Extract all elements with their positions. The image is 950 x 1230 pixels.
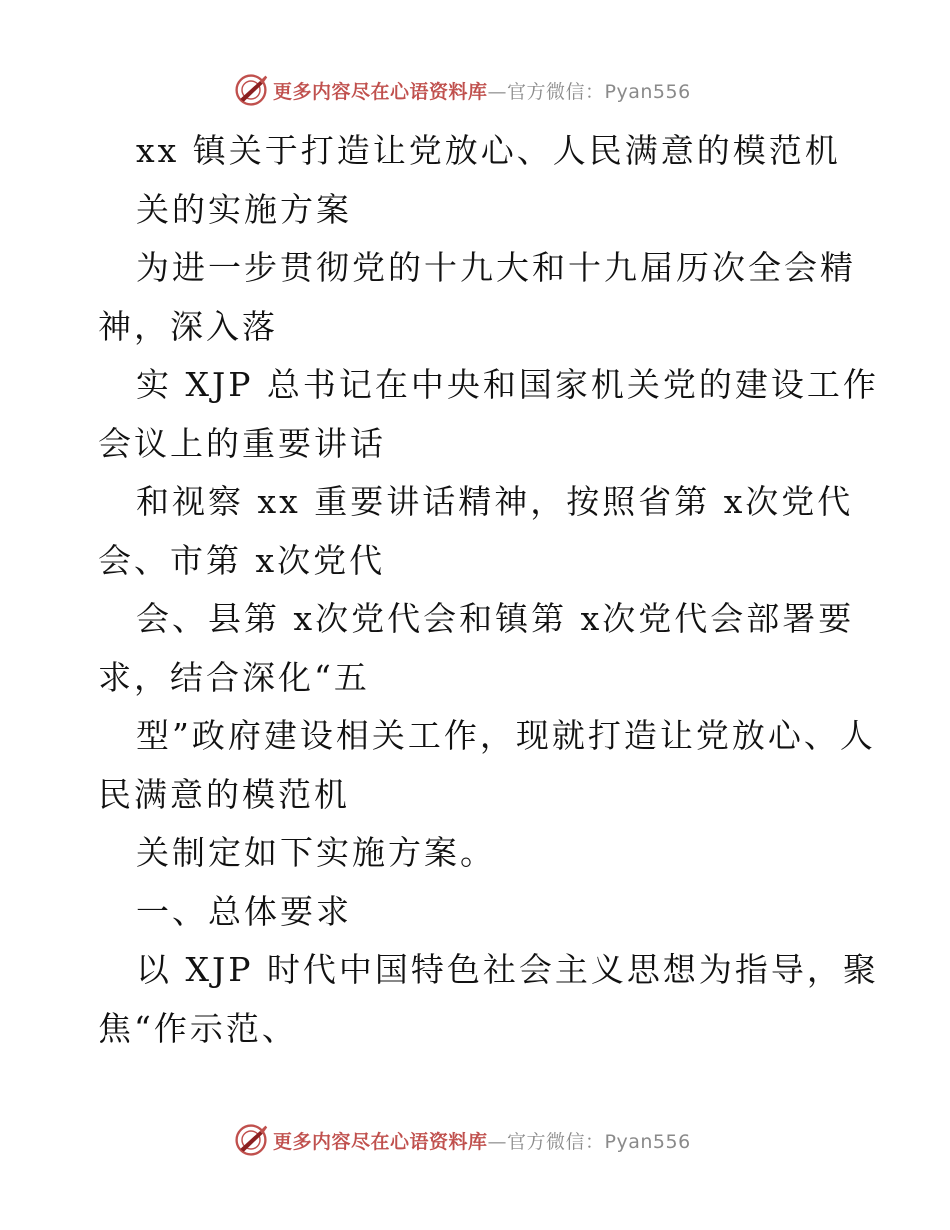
text-line: 为进一步贯彻党的十九大和十九届历次全会精 <box>136 248 856 287</box>
text-line: 关的实施方案 <box>136 189 352 229</box>
text-line: 以 XJP 时代中国特色社会主义思想为指导，聚 <box>136 950 879 989</box>
text-line: 实 XJP 总书记在中央和国家机关党的建设工作 <box>136 365 879 404</box>
brush-logo-icon <box>233 72 269 108</box>
text-line: 求，结合深化“五 <box>98 657 370 697</box>
header-banner <box>233 70 691 110</box>
banner-main-text: 更多内容尽在心语资料库 <box>273 80 488 103</box>
banner-dash: — <box>487 80 508 103</box>
text-line: 会、县第 x次党代会和镇第 x次党代会部署要 <box>136 599 855 638</box>
text-line: 和视察 xx 重要讲话精神，按照省第 x次党代 <box>136 482 854 521</box>
footer-banner <box>233 1120 691 1160</box>
text-line: xx 镇关于打造让党放心、人民满意的模范机 <box>136 131 841 170</box>
text-line: 神，深入落 <box>98 306 278 346</box>
text-line: 民满意的模范机 <box>98 774 350 814</box>
banner-wechat-text: 官方微信：Pyan556 <box>507 1130 691 1153</box>
brush-logo-icon <box>233 1122 269 1158</box>
text-line: 焦“作示范、 <box>98 1008 298 1048</box>
document-body <box>98 122 888 1058</box>
section-heading: 一、总体要求 <box>136 891 352 931</box>
banner-dash: — <box>487 1130 508 1153</box>
banner-text <box>273 1127 691 1154</box>
banner-main-text: 更多内容尽在心语资料库 <box>273 1130 488 1153</box>
text-line: 关制定如下实施方案。 <box>136 833 496 872</box>
banner-wechat-text: 官方微信：Pyan556 <box>507 80 691 103</box>
text-line: 型”政府建设相关工作，现就打造让党放心、人 <box>136 716 876 755</box>
text-line: 会议上的重要讲话 <box>98 423 386 463</box>
banner-text <box>273 77 691 104</box>
text-line: 会、市第 x次党代 <box>98 540 386 580</box>
